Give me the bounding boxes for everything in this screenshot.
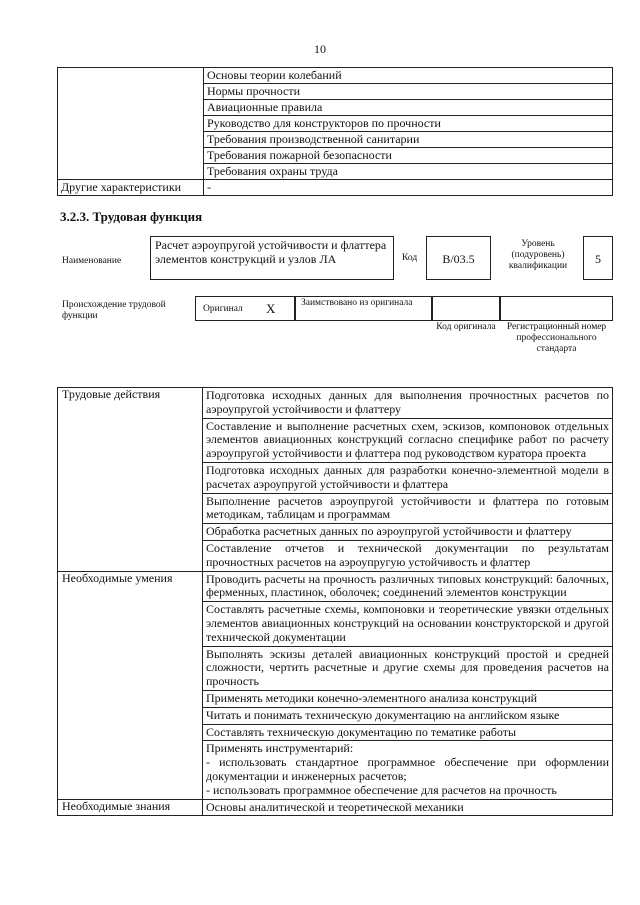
code-label: Код [402, 253, 418, 263]
required-skill: Выполнять эскизы деталей авиационных конструкций простой и средней сложности, чертить расчетные и другие схемы для проведения расчетов на прочность [203, 646, 613, 690]
table-cell: Основы теории колебаний [204, 68, 613, 84]
required-knowledge: Основы аналитической и теоретической механики [203, 799, 613, 816]
labor-function-table [57, 387, 613, 816]
instruments-head: Применять инструментарий: [206, 741, 354, 756]
page-number: 10 [314, 42, 326, 56]
labor-action: Обработка расчетных данных по аэроупругой устойчивости и флаттеру [203, 524, 613, 541]
name-label: Наименование [62, 256, 122, 266]
labor-action: Составление отчетов и технической документации по результатам прочностных расчетов на аэроупругую устойчивость и флаттер [203, 540, 613, 571]
original-mark: X [266, 301, 276, 316]
other-characteristics-label: Другие характеристики [58, 180, 204, 196]
labor-action: Подготовка исходных данных для выполнения прочностных расчетов по аэроупругой устойчивости и флаттеру [203, 388, 613, 419]
table-cell: Нормы прочности [204, 84, 613, 100]
original-label: Оригинал [203, 304, 243, 314]
name-value-box [150, 236, 394, 280]
table-cell: Требования пожарной безопасности [204, 148, 613, 164]
function-code: B/03.5 [442, 252, 475, 266]
skills-label: Необходимые умения [58, 571, 203, 799]
required-skill: Читать и понимать техническую документацию на английском языке [203, 707, 613, 724]
code-box [426, 236, 491, 280]
labor-action: Подготовка исходных данных для разработки конечно-элементной модели в расчетах аэроупругой устойчивости и флаттера [203, 462, 613, 493]
registration-caption: Регистрационный номер профессионального стандарта [506, 322, 607, 354]
required-skill: Составлять расчетные схемы, компоновки и теоретические увязки отдельных элементов авиационных конструкций на основании конструкторской и другой технической документации [203, 602, 613, 646]
table-cell: Требования производственной санитарии [204, 132, 613, 148]
original-box [195, 296, 295, 321]
table-row [58, 799, 613, 816]
origin-label: Происхождение трудовой функции [62, 300, 166, 321]
registration-number-box [500, 296, 613, 321]
required-skill: Составлять техническую документацию по тематике работы [203, 724, 613, 741]
borrowed-box [295, 296, 432, 321]
characteristics-table [57, 67, 613, 196]
borrowed-label: Заимствовано из оригинала [301, 298, 413, 308]
required-skill: Применять методики конечно-элементного анализа конструкций [203, 690, 613, 707]
table-cell: Требования охраны труда [204, 164, 613, 180]
labor-action: Составление и выполнение расчетных схем, эскизов, компоновок отдельных элементов авиационных конструкций согласно специфике работ по расчету аэроупругой устойчивости и флаттера под руководством куратора проекта [203, 418, 613, 462]
level-label: Уровень (подуровень) квалификации [508, 239, 568, 271]
origin-code-box [432, 296, 500, 321]
section-title: 3.2.3. Трудовая функция [60, 209, 203, 224]
level-box [583, 236, 613, 280]
table-row [58, 388, 613, 419]
table-row [58, 68, 613, 84]
table-row [58, 571, 613, 602]
instruments-line: - использовать программное обеспечение для расчетов на прочность [206, 782, 557, 797]
labor-action: Выполнение расчетов аэроупругой устойчивости и флаттера по готовым методикам, таблицам и программам [203, 493, 613, 524]
function-name: Расчет аэроупругой устойчивости и флаттера элементов конструкций и узлов ЛА [155, 238, 387, 266]
required-skill: Проводить расчеты на прочность различных типовых конструкций: балочных, ферменных, пластинок, оболочек; соединений элементов конструкции [203, 571, 613, 602]
origin-code-caption: Код оригинала [436, 322, 496, 332]
instruments-line: - использовать стандартное программное обеспечение при оформлении документации и инженерных расчетов; [206, 755, 609, 783]
required-skill-instruments [203, 741, 613, 799]
actions-label: Трудовые действия [58, 388, 203, 572]
other-characteristics-value: - [204, 180, 613, 196]
table-row [58, 180, 613, 196]
table-cell: Авиационные правила [204, 100, 613, 116]
qualification-level: 5 [595, 252, 601, 266]
knowledge-label: Необходимые знания [58, 799, 203, 816]
table-cell: Руководство для конструкторов по прочности [204, 116, 613, 132]
